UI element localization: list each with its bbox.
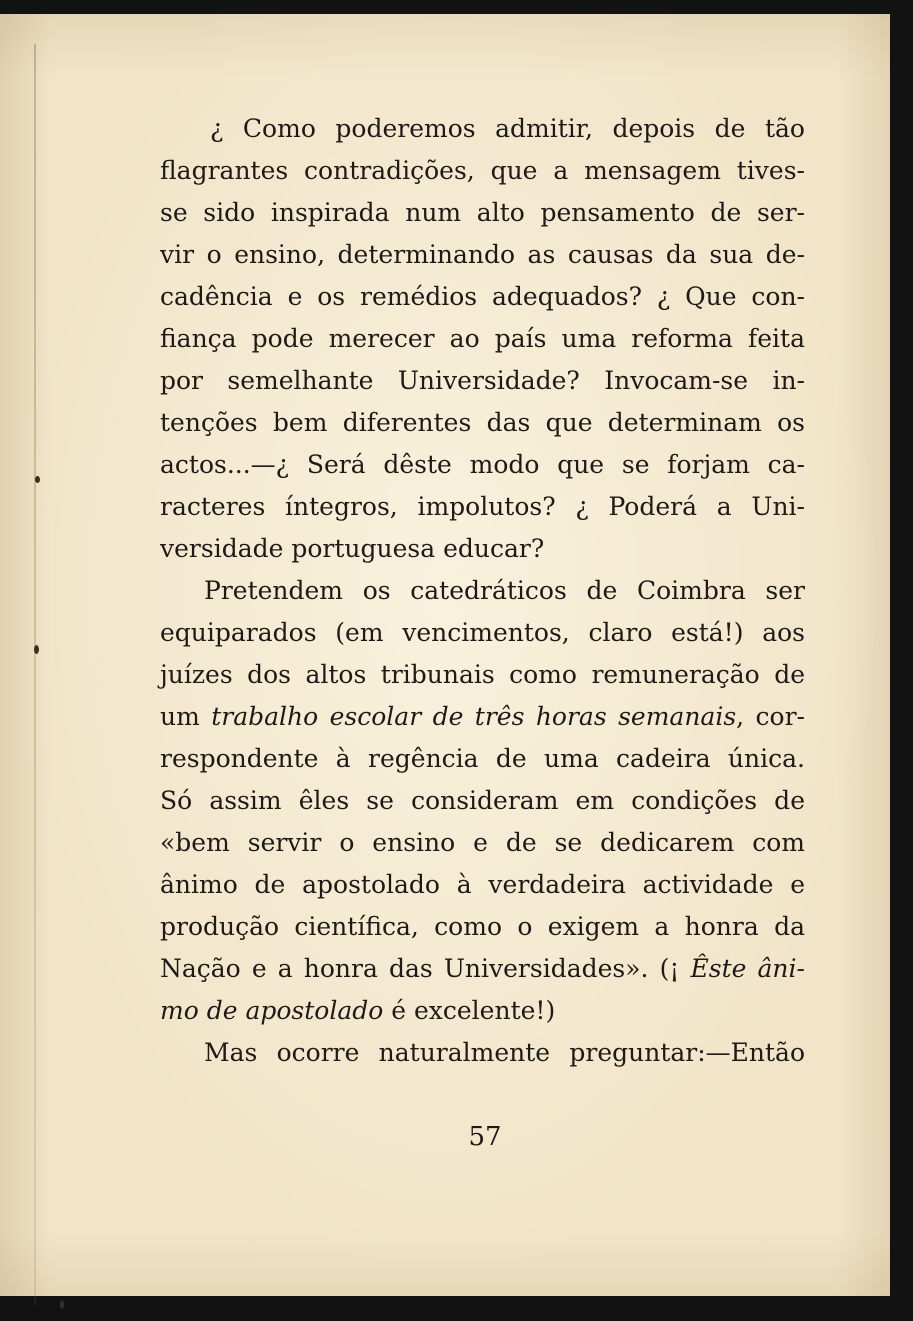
text-line: produção científica, como o exigem a honra da bbox=[160, 912, 805, 941]
text-line: respondente à regência de uma cadeira única. bbox=[160, 744, 805, 773]
text-line: ânimo de apostolado à verdadeira actividade e bbox=[160, 870, 805, 899]
text-line: Pretendem os catedráticos de Coimbra ser bbox=[204, 576, 805, 605]
text-run: Nação e a honra das Universidades». (¡ bbox=[160, 954, 691, 983]
text-line: juízes dos altos tribunais como remuneração de bbox=[160, 660, 805, 689]
text-line: racteres íntegros, impolutos? ¿ Poderá a Uni- bbox=[160, 492, 805, 521]
text-line: ¿ Como poderemos admitir, depois de tão bbox=[210, 114, 805, 143]
text-line bbox=[160, 948, 805, 990]
text-run: é excelente!) bbox=[383, 996, 556, 1025]
paragraph-1 bbox=[160, 108, 805, 570]
italic-phrase: mo de apostolado bbox=[160, 996, 384, 1025]
text-line: «bem servir o ensino e de se dedicarem com bbox=[160, 828, 805, 857]
paragraph-3 bbox=[160, 1032, 805, 1074]
text-line: por semelhante Universidade? Invocam-se in- bbox=[160, 366, 805, 395]
page-number: 57 bbox=[468, 1122, 502, 1152]
text-line: Mas ocorre naturalmente preguntar:—Então bbox=[204, 1038, 805, 1067]
text-line bbox=[160, 990, 805, 1032]
text-line: versidade portuguesa educar? bbox=[160, 534, 545, 563]
text-line: fiança pode merecer ao país uma reforma feita bbox=[160, 324, 805, 353]
text-line: flagrantes contradições, que a mensagem tives- bbox=[160, 156, 805, 185]
binding-shadow bbox=[34, 44, 36, 1306]
italic-phrase: Êste âni- bbox=[690, 954, 805, 983]
ink-speck bbox=[34, 645, 39, 654]
text-line bbox=[160, 696, 805, 738]
text-line: equiparados (em vencimentos, claro está!) aos bbox=[160, 618, 805, 647]
text-line: se sido inspirada num alto pensamento de ser- bbox=[160, 198, 805, 227]
text-run: um bbox=[160, 702, 212, 731]
text-line: tenções bem diferentes das que determinam os bbox=[160, 408, 805, 437]
ink-speck bbox=[35, 476, 40, 483]
text-line: cadência e os remédios adequados? ¿ Que con- bbox=[160, 282, 805, 311]
italic-phrase: trabalho escolar de três horas semanais bbox=[211, 702, 737, 731]
text-line: Só assim êles se consideram em condições de bbox=[160, 786, 805, 815]
paragraph-2 bbox=[160, 570, 805, 1032]
page-text bbox=[160, 108, 805, 1074]
text-line: vir o ensino, determinando as causas da sua de- bbox=[160, 240, 805, 269]
text-line: actos...—¿ Será dêste modo que se forjam ca- bbox=[160, 450, 805, 479]
text-run: , cor- bbox=[736, 702, 805, 731]
ink-speck bbox=[60, 1300, 64, 1309]
